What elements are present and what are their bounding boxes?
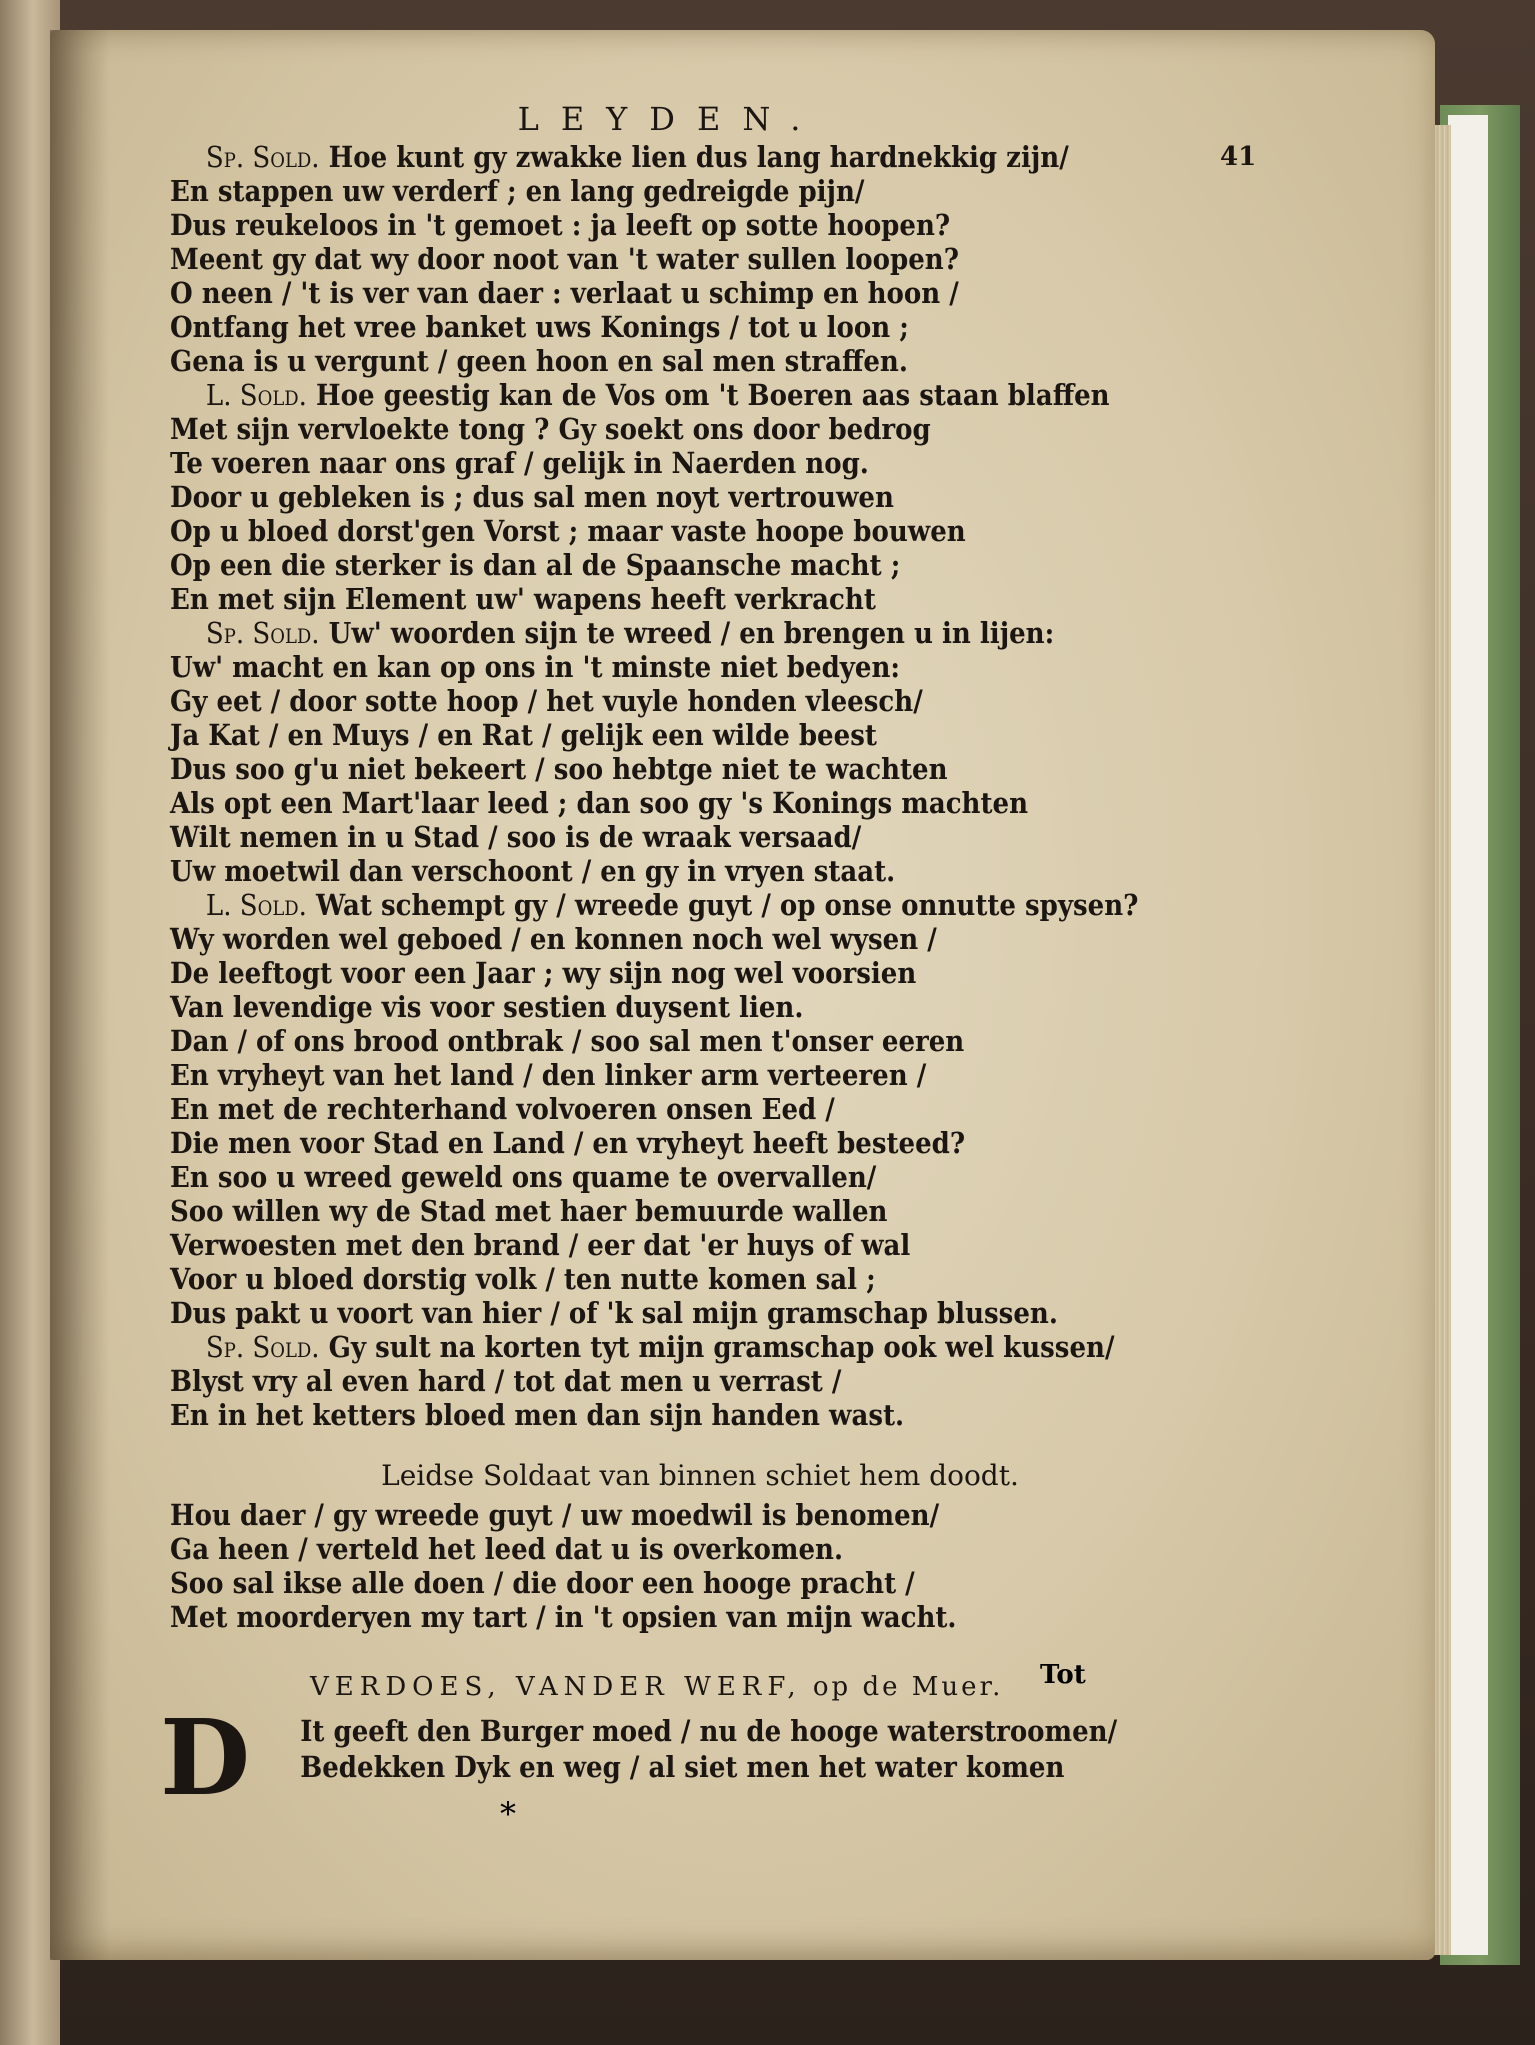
verse-line xyxy=(170,922,1230,956)
verse-text: Soo willen wy de Stad met haer bemuurde wallen xyxy=(170,1194,888,1228)
verse-text: Door u gebleken is ; dus sal men noyt vertrouwen xyxy=(170,480,894,514)
verse-line xyxy=(170,1330,1230,1364)
verse-line xyxy=(170,582,1230,616)
verse-text: Ontfang het vree banket uws Konings / tot u loon ; xyxy=(170,310,909,344)
verse-block xyxy=(160,140,1350,1819)
closing-lines xyxy=(170,1498,1350,1634)
verse-line xyxy=(170,1262,1230,1296)
verse-line xyxy=(170,1228,1230,1262)
verse-line: Met moorderyen my tart / in 't opsien van mijn wacht. xyxy=(170,1600,957,1634)
verse-line: It geeft den Burger moed / nu de hooge waterstroomen/ xyxy=(300,1714,1118,1748)
verse-text: Uw moetwil dan verschoont / en gy in vryen staat. xyxy=(170,854,896,888)
stage-direction: Leidse Soldaat van binnen schiet hem doodt. xyxy=(381,1459,1019,1492)
verse-line xyxy=(170,650,1230,684)
drop-cap: D xyxy=(160,1696,251,1819)
verse-line xyxy=(170,1024,1230,1058)
verse-line: Ga heen / verteld het leed dat u is overkomen. xyxy=(170,1532,844,1566)
verse-line xyxy=(170,446,1230,480)
heading-location: op de Muer. xyxy=(801,1672,1004,1702)
verse-text: De leeftogt voor een Jaar ; wy sijn nog wel voorsien xyxy=(170,956,917,990)
verse-text: En stappen uw verderf ; en lang gedreigde pijn/ xyxy=(170,174,865,208)
dialogue-lines xyxy=(170,140,1350,1432)
verse-text: Die men voor Stad en Land / en vryheyt heeft besteed? xyxy=(170,1126,966,1160)
verse-text: Verwoesten met den brand / eer dat 'er huys of wal xyxy=(170,1228,911,1262)
verse-line xyxy=(170,718,1230,752)
cover-endpaper xyxy=(1448,115,1488,1955)
catchword: Tot xyxy=(1040,1660,1086,1690)
verse-line xyxy=(170,140,1230,174)
verse-text: Blyst vry al even hard / tot dat men u verrast / xyxy=(170,1364,842,1398)
verse-line xyxy=(170,1092,1230,1126)
verse-text: Gy sult na korten tyt mijn gramschap ook wel kussen/ xyxy=(319,1330,1115,1364)
verse-text: Voor u bloed dorstig volk / ten nutte komen sal ; xyxy=(170,1262,876,1296)
speaker-label: Sp. Sold. xyxy=(205,140,320,174)
verse-text: En soo u wreed geweld ons quame te overvallen/ xyxy=(170,1160,877,1194)
verse-text: Op een die sterker is dan al de Spaansche macht ; xyxy=(170,548,901,582)
verse-line xyxy=(170,616,1230,650)
verse-line xyxy=(170,1126,1230,1160)
verse-text: Uw' woorden sijn te wreed / en brengen u in lijen: xyxy=(319,616,1055,650)
verse-text: Met sijn vervloekte tong ? Gy soekt ons door bedrog xyxy=(170,412,931,446)
heading-names: VERDOES, VANDER WERF, xyxy=(310,1672,802,1702)
verse-line xyxy=(170,990,1230,1024)
verse-text: Dus reukeloos in 't gemoet : ja leeft op sotte hoopen? xyxy=(170,208,951,242)
verse-line xyxy=(170,1160,1230,1194)
verse-line: Soo sal ikse alle doen / die door een hooge pracht / xyxy=(170,1566,915,1600)
verse-line xyxy=(170,548,1230,582)
verse-line xyxy=(170,344,1230,378)
verse-line xyxy=(170,412,1230,446)
page-number: 41 xyxy=(1220,142,1257,172)
verse-line xyxy=(170,208,1230,242)
verse-text: O neen / 't is ver van daer : verlaat u schimp en hoon / xyxy=(170,276,959,310)
verse-line xyxy=(170,1058,1230,1092)
verse-line xyxy=(170,514,1230,548)
verse-text: Wy worden wel geboed / en konnen noch wel wysen / xyxy=(170,922,937,956)
verse-text: Gy eet / door sotte hoop / het vuyle honden vleesch/ xyxy=(170,684,923,718)
verse-line xyxy=(170,242,1230,276)
speaker-label: Sp. Sold. xyxy=(205,1330,320,1364)
gutter-shadow xyxy=(50,30,110,1960)
verse-line xyxy=(170,174,1230,208)
verse-text: Als opt een Mart'laar leed ; dan soo gy 's Konings machten xyxy=(170,786,1029,820)
verse-line xyxy=(170,854,1230,888)
verse-line: Hou daer / gy wreede guyt / uw moedwil is benomen/ xyxy=(170,1498,940,1532)
verse-line xyxy=(170,1398,1230,1432)
verse-line xyxy=(170,310,1230,344)
verse-line xyxy=(170,752,1230,786)
verse-line xyxy=(170,480,1230,514)
verse-line: Bedekken Dyk en weg / al siet men het water komen xyxy=(300,1750,1065,1784)
verse-text: Op u bloed dorst'gen Vorst ; maar vaste hoope bouwen xyxy=(170,514,966,548)
verse-line xyxy=(170,1364,1230,1398)
verse-text: Hoe kunt gy zwakke lien dus lang hardnekkig zijn/ xyxy=(319,140,1069,174)
verse-line xyxy=(170,786,1230,820)
speaker-label: L. Sold. xyxy=(205,888,307,922)
verse-text: En met de rechterhand volvoeren onsen Eed / xyxy=(170,1092,835,1126)
verse-line xyxy=(170,888,1230,922)
verse-text: Dus soo g'u niet bekeert / soo hebtge niet te wachten xyxy=(170,752,948,786)
opening-stanza xyxy=(160,1696,1350,1819)
section-heading xyxy=(170,1664,1310,1710)
verse-text: Hoe geestig kan de Vos om 't Boeren aas staan blaffen xyxy=(306,378,1110,412)
verse-line xyxy=(170,820,1230,854)
speaker-label: Sp. Sold. xyxy=(205,616,320,650)
verse-text: En met sijn Element uw' wapens heeft verkracht xyxy=(170,582,876,616)
verse-text: Dan / of ons brood ontbrak / soo sal men t'onser eeren xyxy=(170,1024,965,1058)
verse-text: Meent gy dat wy door noot van 't water sullen loopen? xyxy=(170,242,960,276)
verse-line xyxy=(170,1296,1230,1330)
verse-line xyxy=(170,956,1230,990)
verse-text: Te voeren naar ons graf / gelijk in Naerden nog. xyxy=(170,446,869,480)
verse-line xyxy=(170,684,1230,718)
verse-text: Uw' macht en kan op ons in 't minste niet bedyen: xyxy=(170,650,901,684)
running-head: LEYDEN. xyxy=(517,100,823,138)
verse-text: Van levendige vis voor sestien duysent lien. xyxy=(170,990,804,1024)
verse-text: Wilt nemen in u Stad / soo is de wraak versaad/ xyxy=(170,820,862,854)
verse-text: Wat schempt gy / wreede guyt / op onse onnutte spysen? xyxy=(306,888,1139,922)
verse-text: En vryheyt van het land / den linker arm verteeren / xyxy=(170,1058,927,1092)
verse-text: Dus pakt u voort van hier / of 'k sal mijn gramschap blussen. xyxy=(170,1296,1058,1330)
verse-line xyxy=(170,276,1230,310)
verse-line xyxy=(170,378,1230,412)
signature-mark: * xyxy=(500,1795,516,1833)
verse-text: En in het ketters bloed men dan sijn handen wast. xyxy=(170,1398,905,1432)
speaker-label: L. Sold. xyxy=(205,378,307,412)
verse-text: Ja Kat / en Muys / en Rat / gelijk een wilde beest xyxy=(170,718,877,752)
verse-text: Gena is u vergunt / geen hoon en sal men straffen. xyxy=(170,344,908,378)
verse-line xyxy=(170,1194,1230,1228)
